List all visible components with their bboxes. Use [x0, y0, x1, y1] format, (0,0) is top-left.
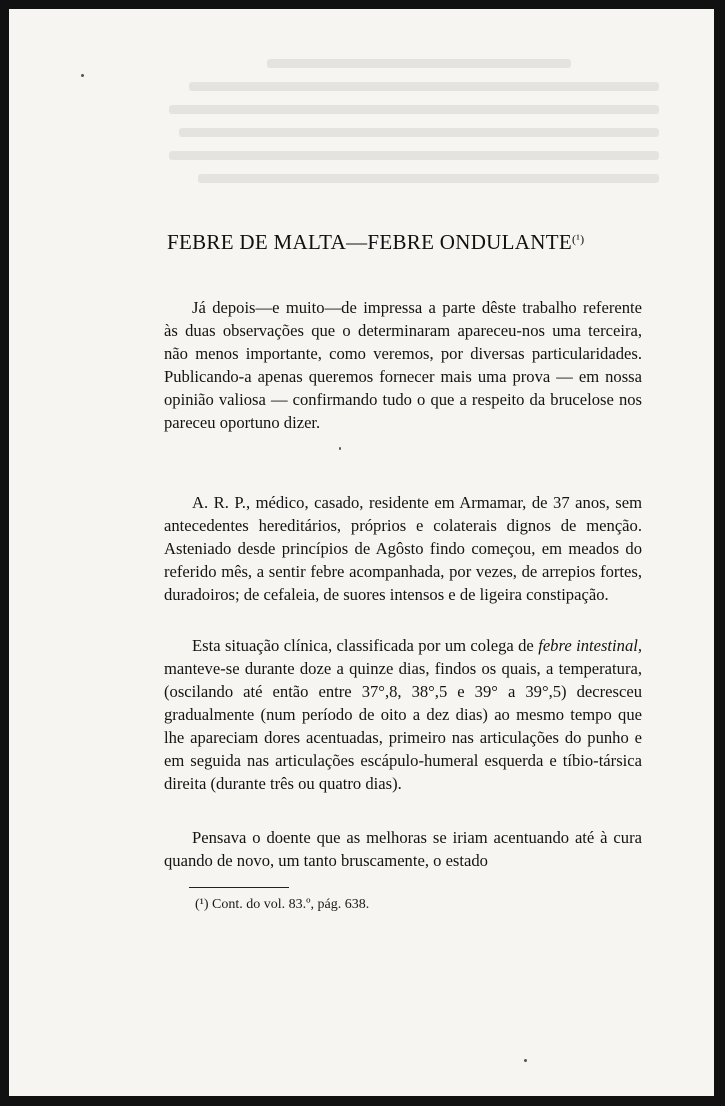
- paper-speck: [339, 447, 341, 450]
- paragraph-4: [164, 826, 642, 872]
- paragraph-2: [164, 491, 642, 606]
- page: [9, 9, 714, 1096]
- paragraph-text: Já depois—e muito—de impressa a parte dêste trabalho referente às duas observações que o determinaram apareceu-nos uma terceira, não menos importante, como veremos, por diversas particularidades. Publicando-a apenas queremos fornecer mais uma prova — em nossa opinião valiosa — confirmando tudo o que a respeito da brucelose nos pareceu oportuno dizer.: [164, 298, 642, 432]
- paragraph-1: [164, 296, 642, 434]
- paragraph-text: Pensava o doente que as melhoras se iriam acentuando até à cura quando de novo, um tanto bruscamente, o estado: [164, 828, 642, 870]
- page-title: [167, 230, 687, 255]
- paragraph-text-start: Esta situação clínica, classificada por um colega de: [192, 636, 539, 655]
- paragraph-text: A. R. P., médico, casado, residente em Armamar, de 37 anos, sem antecedentes hereditários, próprios e colaterais dignos de menção. Asteniado desde princípios de Agôsto findo começou, em meados do referido mês, a sentir febre acompanhada, por vezes, de arrepios fortes, duradoiros; de cefaleia, de suores intensos e de ligeira constipação.: [164, 493, 642, 604]
- paper-speck: [81, 74, 84, 77]
- footnote: [195, 897, 495, 913]
- show-through-text: [169, 59, 659, 229]
- paragraph-3: [164, 634, 642, 795]
- italic-term: febre intestinal,: [538, 636, 642, 655]
- paragraph-text-end: manteve-se durante doze a quinze dias, findos os quais, a temperatura, (oscilando até então entre 37°,8, 38°,5 e 39° a 39°,5) decresceu gradualmente (num período de oito a dez dias) ao mesmo tempo que lhe apareciam dores acentuadas, primeiro nas articulações do punho e em seguida nas articulações escápulo-humeral esquerda e tíbio-társica direita (durante três ou quatro dias).: [164, 659, 642, 793]
- title-note-mark: (¹): [571, 232, 585, 246]
- footnote-mark: (¹): [195, 897, 209, 912]
- title-text: FEBRE DE MALTA—FEBRE ONDULANTE: [167, 230, 572, 254]
- paper-speck: [524, 1059, 527, 1062]
- footnote-divider: [189, 887, 289, 888]
- footnote-text: Cont. do vol. 83.º, pág. 638.: [208, 897, 370, 912]
